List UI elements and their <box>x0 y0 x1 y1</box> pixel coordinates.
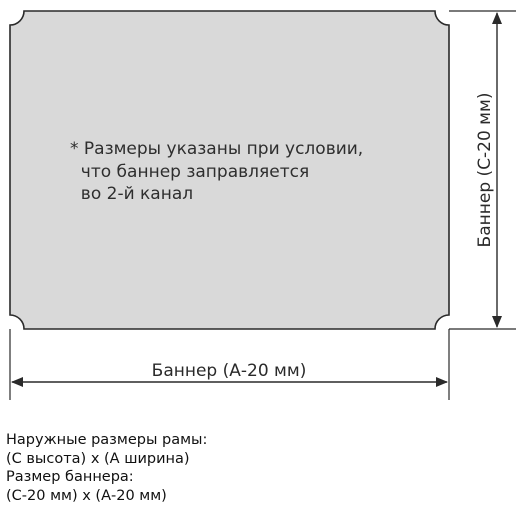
panel-note-line: * Размеры указаны при условии, <box>70 139 364 159</box>
panel-note <box>70 138 410 206</box>
panel-note-line: во 2-й канал <box>70 184 194 204</box>
footer-line: Размер баннера: <box>6 469 134 485</box>
height-dimension-label: Баннер (С-20 мм) <box>475 92 495 248</box>
footer-line: (С высота) х (А ширина) <box>6 450 190 467</box>
panel-note-line: что баннер заправляется <box>70 161 310 182</box>
width-dimension-label: Баннер (А-20 мм) <box>151 361 307 381</box>
footer-line: (С-20 мм) х (А-20 мм) <box>6 487 167 504</box>
footer-line: Наружные размеры рамы: <box>6 432 208 448</box>
footer-notes <box>6 431 207 505</box>
